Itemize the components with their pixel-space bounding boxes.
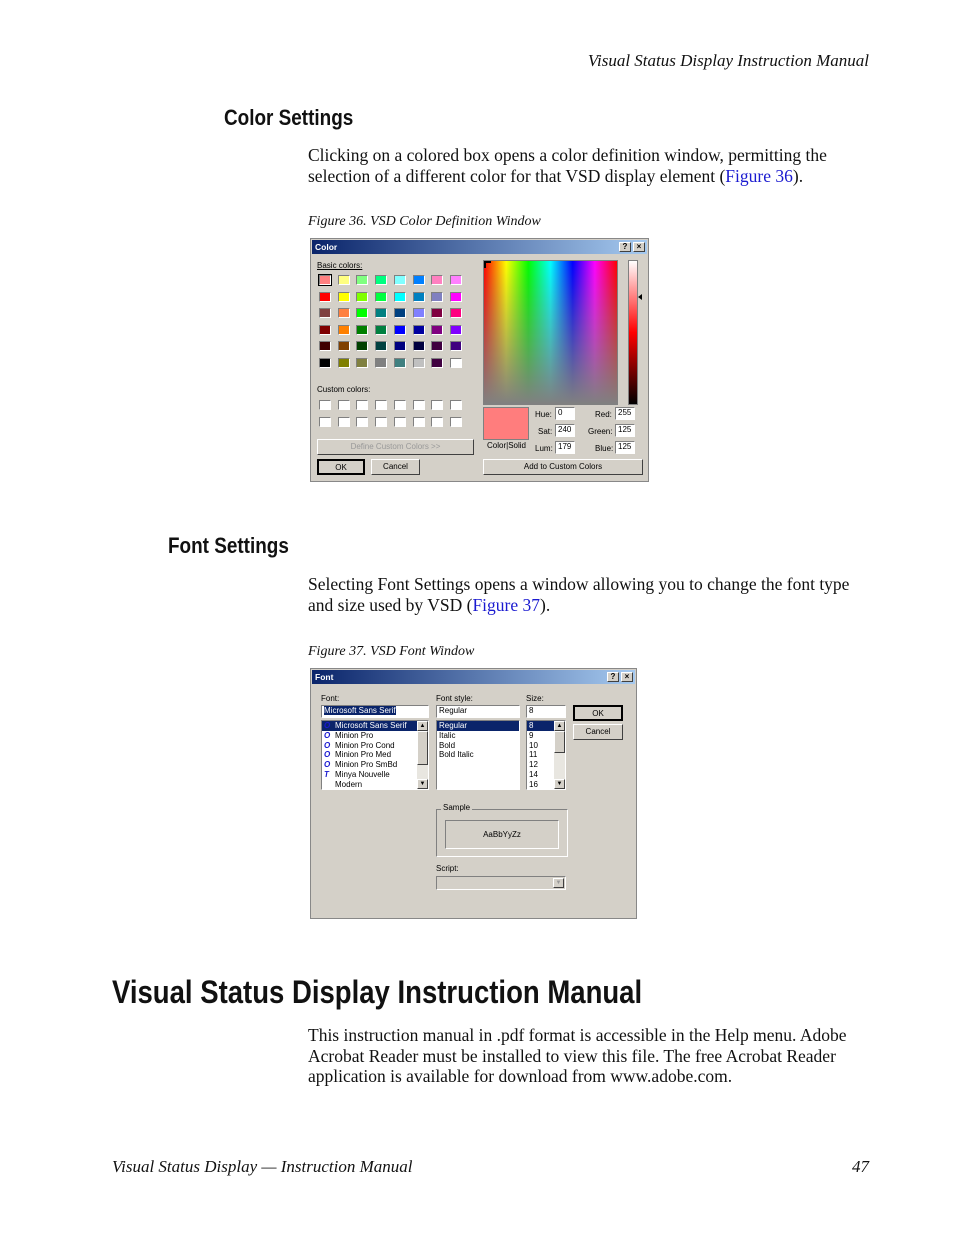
scroll-up-icon[interactable]: ▲ bbox=[417, 721, 428, 731]
basic-color-swatch[interactable] bbox=[413, 358, 425, 368]
size-item[interactable]: 8 bbox=[527, 721, 565, 731]
font-list-item[interactable] bbox=[322, 741, 428, 751]
custom-color-swatch[interactable] bbox=[375, 417, 387, 427]
footer-title: Visual Status Display — Instruction Manual bbox=[112, 1157, 413, 1176]
cancel-button[interactable]: Cancel bbox=[371, 459, 420, 475]
font-settings-heading: Font Settings bbox=[168, 533, 289, 558]
basic-color-swatch[interactable] bbox=[375, 275, 387, 285]
custom-color-swatch[interactable] bbox=[394, 400, 406, 410]
font-list-item-label: Minion Pro SmBd bbox=[335, 760, 398, 770]
cancel-button[interactable]: Cancel bbox=[573, 724, 623, 740]
basic-color-swatch[interactable] bbox=[450, 275, 462, 285]
font-name-input[interactable] bbox=[321, 705, 429, 718]
basic-color-swatch[interactable] bbox=[319, 341, 331, 351]
basic-color-swatch[interactable] bbox=[375, 325, 387, 335]
font-dialog-titlebar bbox=[312, 670, 635, 684]
basic-color-swatch[interactable] bbox=[394, 341, 406, 351]
font-list-scroll-thumb[interactable] bbox=[417, 731, 428, 765]
font-style-item[interactable]: Bold bbox=[439, 740, 456, 750]
chevron-down-icon[interactable]: ▼ bbox=[553, 878, 564, 888]
basic-color-swatch[interactable] bbox=[319, 325, 331, 335]
custom-color-swatch[interactable] bbox=[356, 417, 368, 427]
color-solid-preview bbox=[483, 407, 529, 440]
lum-label: Lum: bbox=[535, 444, 553, 453]
font-name-value: Microsoft Sans Serif bbox=[324, 706, 396, 715]
font-style-items bbox=[437, 721, 519, 760]
figure-37-link[interactable]: Figure 37 bbox=[472, 594, 541, 615]
font-list-item[interactable] bbox=[322, 780, 428, 790]
opentype-font-icon: O bbox=[324, 750, 331, 760]
basic-color-swatch[interactable] bbox=[356, 308, 368, 318]
script-label: Script: bbox=[436, 864, 459, 873]
font-list-item-label: Minya Nouvelle bbox=[335, 769, 390, 779]
basic-color-swatch[interactable] bbox=[375, 292, 387, 302]
font-para-text: Selecting Font Settings opens a window allowing you to change the font type and size used by VSD ( bbox=[308, 574, 850, 615]
custom-color-swatch[interactable] bbox=[356, 400, 368, 410]
font-style-item[interactable]: Italic bbox=[439, 730, 456, 740]
color-para-text: Clicking on a colored box opens a color definition window, permitting the selection of a different color for that VSD display element ( bbox=[308, 145, 827, 186]
green-input[interactable]: 125 bbox=[615, 424, 635, 437]
basic-color-swatch[interactable] bbox=[375, 341, 387, 351]
font-list[interactable] bbox=[321, 720, 429, 790]
basic-color-swatch[interactable] bbox=[394, 292, 406, 302]
figure-36-caption: Figure 36. VSD Color Definition Window bbox=[308, 214, 541, 229]
add-to-custom-colors-button[interactable]: Add to Custom Colors bbox=[483, 459, 643, 475]
basic-color-swatch[interactable] bbox=[375, 358, 387, 368]
font-list-item[interactable] bbox=[322, 760, 428, 770]
basic-color-swatch[interactable] bbox=[431, 325, 443, 335]
basic-color-swatch[interactable] bbox=[450, 292, 462, 302]
basic-color-swatch[interactable] bbox=[413, 275, 425, 285]
close-button[interactable]: × bbox=[621, 672, 633, 682]
basic-color-swatch[interactable] bbox=[338, 325, 350, 335]
basic-color-swatch[interactable] bbox=[356, 341, 368, 351]
basic-color-swatch[interactable] bbox=[356, 325, 368, 335]
size-item[interactable]: 11 bbox=[529, 750, 538, 760]
sat-input[interactable]: 240 bbox=[555, 424, 575, 437]
font-dialog bbox=[310, 668, 637, 919]
manual-heading: Visual Status Display Instruction Manual bbox=[112, 974, 643, 1010]
basic-color-swatch[interactable] bbox=[338, 341, 350, 351]
hue-label: Hue: bbox=[535, 410, 552, 419]
size-label: Size: bbox=[526, 694, 544, 703]
basic-color-swatch[interactable] bbox=[394, 275, 406, 285]
green-label: Green: bbox=[588, 427, 613, 436]
figure-37-caption: Figure 37. VSD Font Window bbox=[308, 644, 475, 659]
color-settings-heading: Color Settings bbox=[224, 105, 354, 130]
basic-color-swatch[interactable] bbox=[338, 358, 350, 368]
font-list-item-label: Microsoft Sans Serif bbox=[335, 721, 407, 730]
custom-color-swatch[interactable] bbox=[338, 417, 350, 427]
basic-color-swatch[interactable] bbox=[450, 308, 462, 318]
sample-label: Sample bbox=[443, 803, 471, 812]
help-button[interactable]: ? bbox=[607, 672, 619, 682]
luminosity-arrow-icon[interactable] bbox=[638, 294, 642, 300]
basic-color-swatch[interactable] bbox=[356, 292, 368, 302]
truetype-font-icon: T bbox=[324, 769, 329, 779]
basic-color-swatch[interactable] bbox=[338, 275, 350, 285]
sample-preview: AaBbYyZz bbox=[445, 820, 559, 849]
size-item[interactable]: 9 bbox=[529, 730, 534, 740]
basic-color-swatch[interactable] bbox=[319, 292, 331, 302]
basic-color-swatch[interactable] bbox=[338, 308, 350, 318]
font-style-item[interactable]: Regular bbox=[437, 721, 519, 731]
hue-input[interactable]: 0 bbox=[555, 407, 575, 420]
size-list-scrollbar[interactable] bbox=[554, 721, 565, 789]
ok-button[interactable]: OK bbox=[317, 459, 365, 475]
scroll-down-icon[interactable]: ▼ bbox=[554, 779, 565, 789]
custom-color-swatch[interactable] bbox=[413, 400, 425, 410]
font-dialog-title: Font bbox=[315, 672, 334, 682]
sat-label: Sat: bbox=[538, 427, 553, 436]
custom-color-swatch[interactable] bbox=[375, 400, 387, 410]
blue-input[interactable]: 125 bbox=[615, 441, 635, 454]
color-settings-paragraph bbox=[308, 145, 873, 186]
font-style-input[interactable]: Regular bbox=[436, 705, 520, 718]
font-list-scrollbar[interactable] bbox=[417, 721, 428, 789]
basic-color-swatch[interactable] bbox=[450, 341, 462, 351]
page-number: 47 bbox=[852, 1157, 869, 1176]
color-dialog-titlebar bbox=[312, 240, 647, 254]
basic-colors-label: Basic colors: bbox=[317, 261, 363, 270]
font-list-item[interactable] bbox=[322, 731, 428, 741]
figure-36-link[interactable]: Figure 36 bbox=[725, 165, 793, 186]
opentype-font-icon: O bbox=[324, 760, 331, 770]
basic-color-swatch[interactable] bbox=[413, 325, 425, 335]
custom-color-swatch[interactable] bbox=[338, 400, 350, 410]
basic-color-swatch[interactable] bbox=[394, 358, 406, 368]
font-para-end: ). bbox=[540, 594, 551, 615]
color-solid-label[interactable]: Color|Solid bbox=[487, 441, 526, 450]
custom-color-swatch[interactable] bbox=[431, 417, 443, 427]
basic-color-swatch[interactable] bbox=[450, 325, 462, 335]
custom-color-swatch[interactable] bbox=[450, 400, 462, 410]
size-item[interactable]: 16 bbox=[529, 779, 538, 789]
basic-color-swatch[interactable] bbox=[338, 292, 350, 302]
basic-color-swatch[interactable] bbox=[450, 358, 462, 368]
basic-color-swatch[interactable] bbox=[431, 341, 443, 351]
basic-color-swatch[interactable] bbox=[413, 341, 425, 351]
custom-colors-label: Custom colors: bbox=[317, 385, 371, 394]
custom-color-swatch[interactable] bbox=[319, 400, 331, 410]
basic-color-swatch[interactable] bbox=[431, 292, 443, 302]
font-list-item-label: Minion Pro Cond bbox=[335, 740, 395, 750]
opentype-font-icon: O bbox=[324, 740, 331, 750]
opentype-font-icon: O bbox=[324, 730, 331, 740]
font-style-item[interactable]: Bold Italic bbox=[439, 750, 474, 760]
custom-color-swatch[interactable] bbox=[450, 417, 462, 427]
basic-color-swatch[interactable] bbox=[356, 275, 368, 285]
scroll-down-icon[interactable]: ▼ bbox=[417, 779, 428, 789]
close-button[interactable]: × bbox=[633, 242, 645, 252]
running-header: Visual Status Display Instruction Manual bbox=[587, 51, 869, 70]
ok-button[interactable]: OK bbox=[573, 705, 623, 721]
font-style-list[interactable] bbox=[436, 720, 520, 790]
font-list-item-label: Minion Pro Med bbox=[335, 750, 392, 760]
font-list-item-label: Minion Pro bbox=[335, 730, 374, 740]
size-input[interactable]: 8 bbox=[526, 705, 566, 718]
custom-color-swatch[interactable] bbox=[413, 417, 425, 427]
basic-color-swatch[interactable] bbox=[413, 292, 425, 302]
font-list-items bbox=[322, 721, 428, 790]
blue-label: Blue: bbox=[595, 444, 614, 453]
font-list-item[interactable] bbox=[322, 721, 428, 731]
color-spectrum[interactable] bbox=[483, 260, 618, 405]
font-list-item-label: Modern bbox=[335, 779, 363, 789]
font-list-item[interactable] bbox=[322, 750, 428, 760]
basic-color-swatch[interactable] bbox=[319, 358, 331, 368]
script-select[interactable] bbox=[436, 876, 566, 890]
custom-color-swatch[interactable] bbox=[394, 417, 406, 427]
basic-color-swatch[interactable] bbox=[356, 358, 368, 368]
lum-input[interactable]: 179 bbox=[555, 441, 575, 454]
help-button[interactable]: ? bbox=[619, 242, 631, 252]
luminosity-bar[interactable] bbox=[628, 260, 638, 405]
basic-color-swatch[interactable] bbox=[431, 358, 443, 368]
manual-paragraph: This instruction manual in .pdf format is accessible in the Help menu. Adobe Acrobat Reader must be installed to view this file. The free Acrobat Reader application is available for download from www.adobe.com. bbox=[308, 1025, 847, 1086]
opentype-font-icon: O bbox=[324, 721, 331, 730]
custom-color-swatch[interactable] bbox=[319, 417, 331, 427]
basic-color-swatch[interactable] bbox=[319, 308, 331, 318]
basic-color-swatch[interactable] bbox=[375, 308, 387, 318]
basic-color-swatch[interactable] bbox=[413, 308, 425, 318]
size-list-scroll-thumb[interactable] bbox=[554, 731, 565, 753]
color-para-end: ). bbox=[792, 165, 804, 186]
define-custom-colors-button[interactable]: Define Custom Colors >> bbox=[317, 439, 474, 455]
font-settings-paragraph bbox=[308, 574, 873, 615]
font-style-label: Font style: bbox=[436, 694, 473, 703]
basic-color-swatch[interactable] bbox=[431, 275, 443, 285]
size-item[interactable]: 12 bbox=[529, 760, 538, 770]
basic-color-swatch[interactable] bbox=[431, 308, 443, 318]
custom-color-swatch[interactable] bbox=[431, 400, 443, 410]
basic-color-swatch[interactable] bbox=[319, 275, 331, 285]
red-input[interactable]: 255 bbox=[615, 407, 635, 420]
font-list-item[interactable] bbox=[322, 770, 428, 780]
crosshair-icon bbox=[484, 261, 491, 268]
size-item[interactable]: 14 bbox=[529, 769, 538, 779]
red-label: Red: bbox=[595, 410, 612, 419]
font-label: Font: bbox=[321, 694, 340, 703]
size-list[interactable] bbox=[526, 720, 566, 790]
scroll-up-icon[interactable]: ▲ bbox=[554, 721, 565, 731]
basic-color-swatch[interactable] bbox=[394, 308, 406, 318]
basic-color-swatch[interactable] bbox=[394, 325, 406, 335]
color-dialog-title: Color bbox=[315, 242, 338, 252]
size-item[interactable]: 10 bbox=[529, 740, 538, 750]
color-dialog bbox=[310, 238, 649, 482]
